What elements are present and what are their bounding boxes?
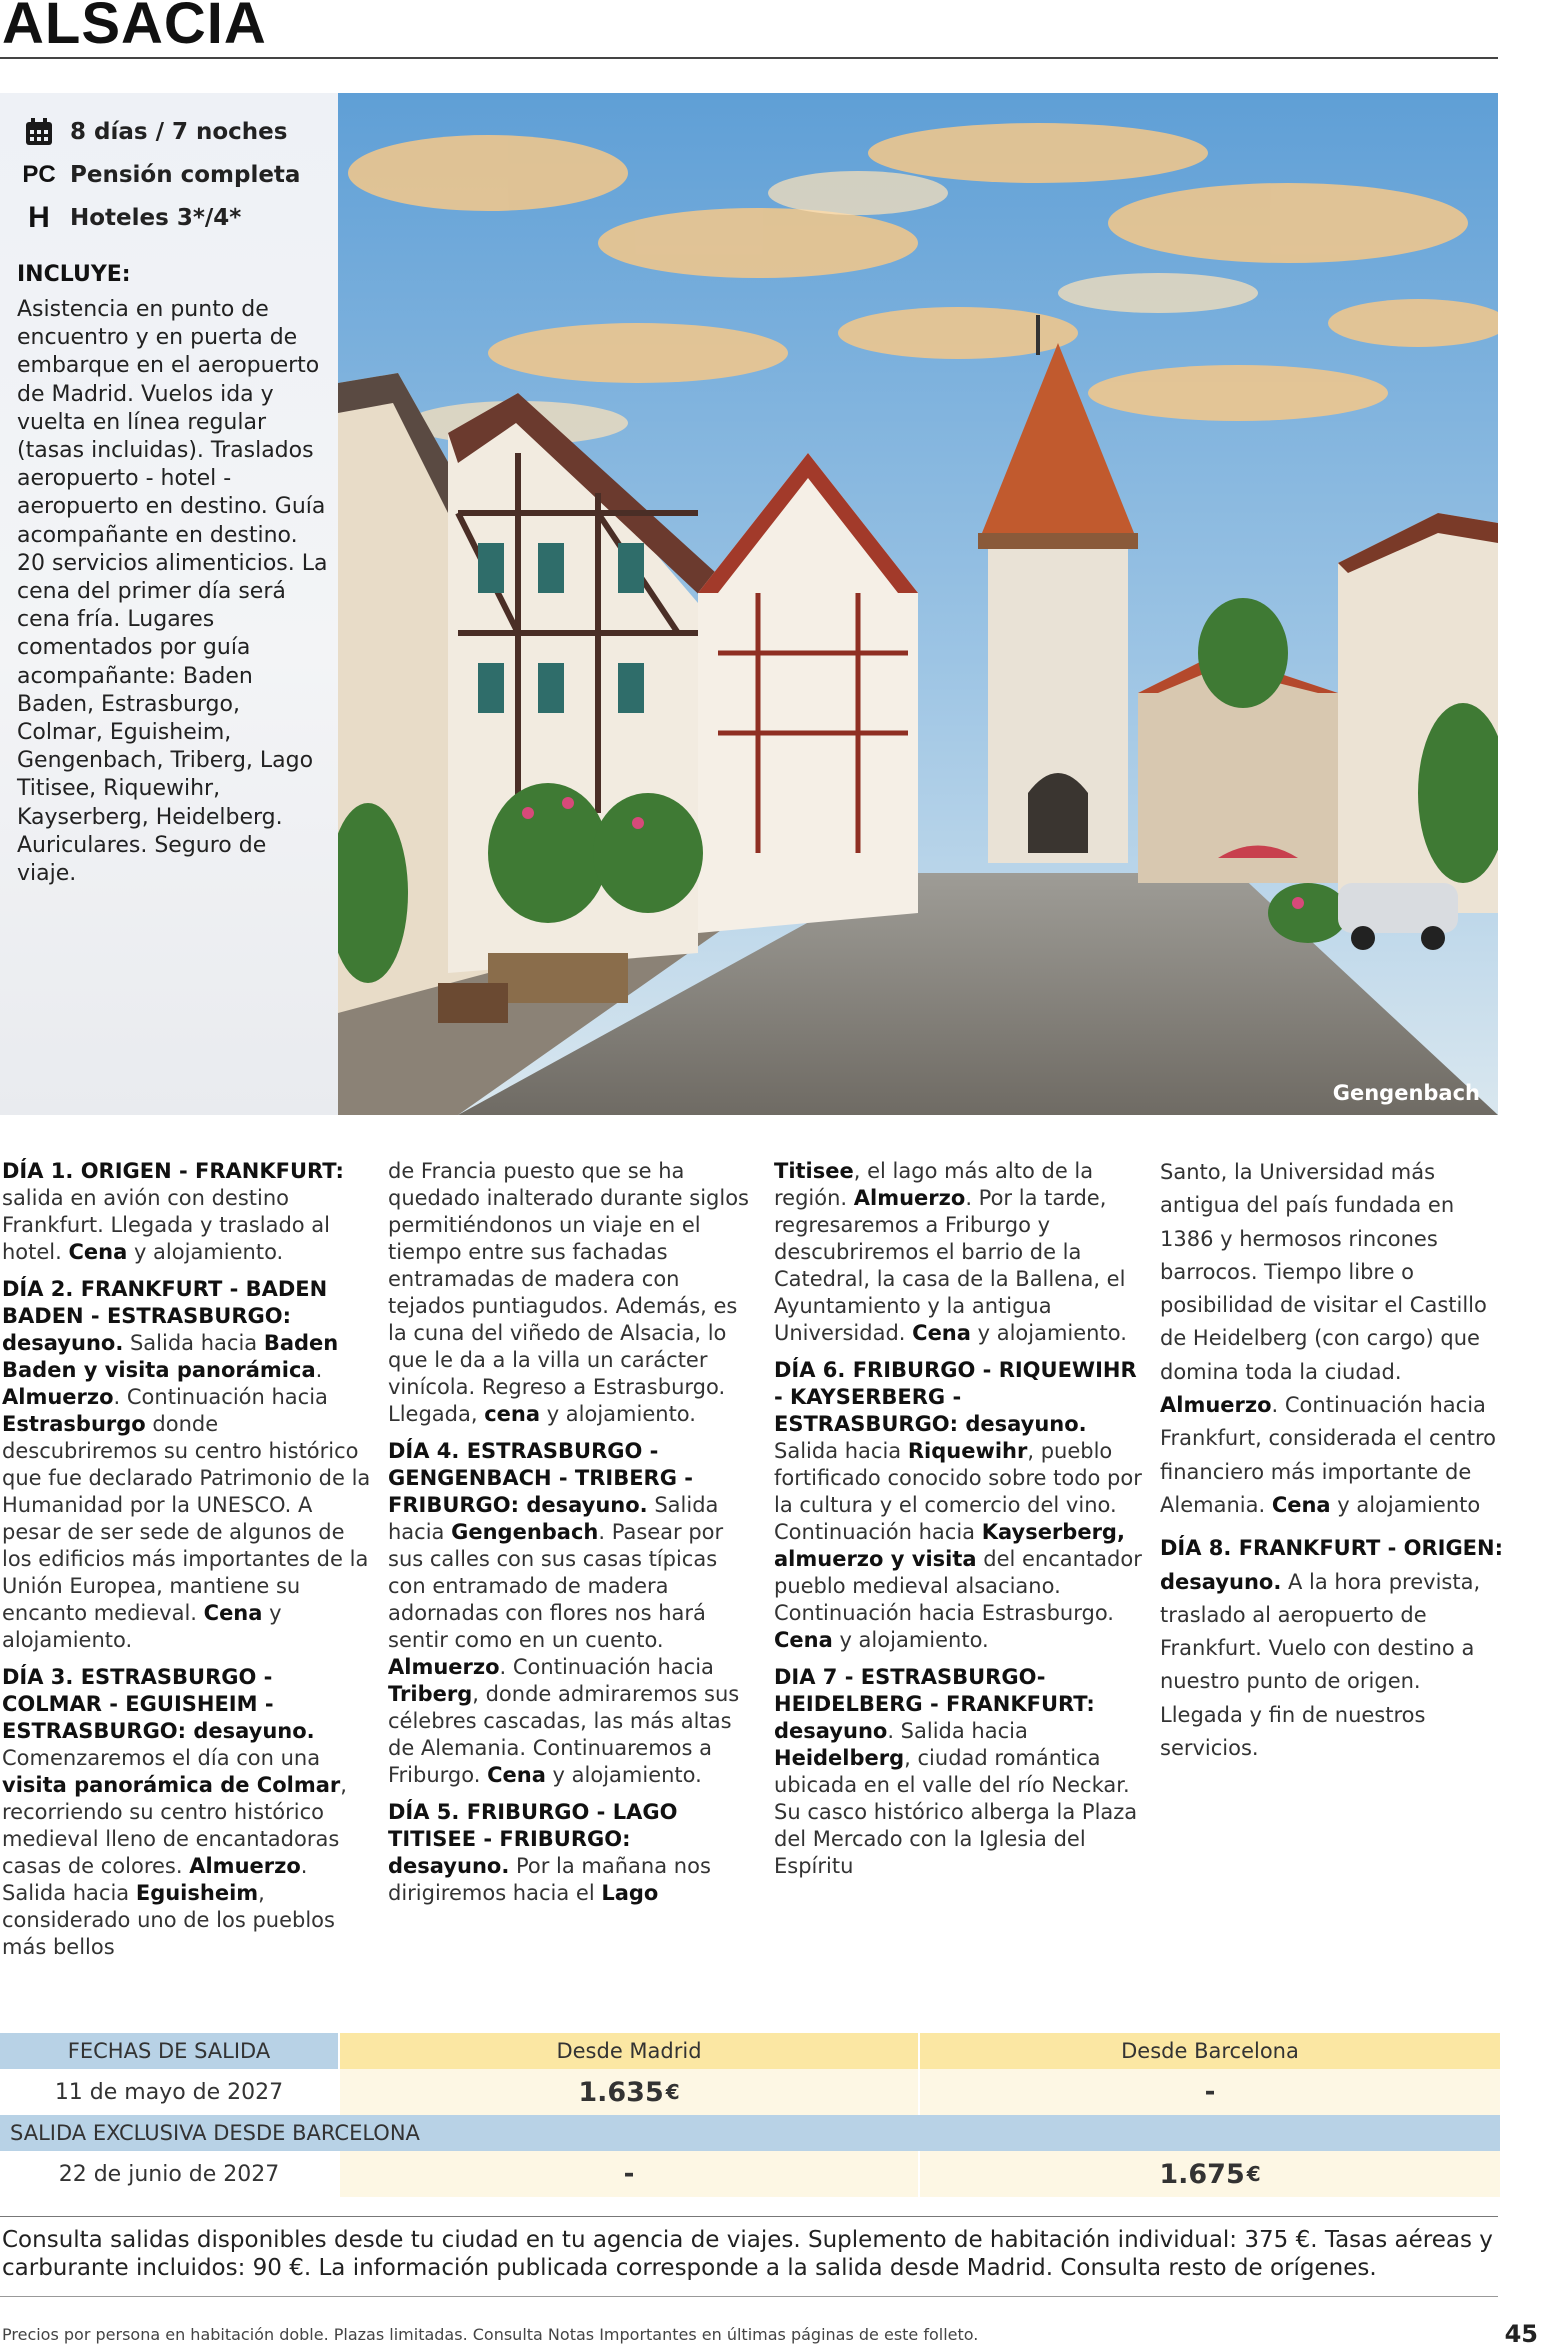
itinerary-column-1	[2, 1158, 372, 1971]
itinerary-paragraph	[388, 1799, 758, 1907]
gengenbach-photo	[338, 93, 1498, 1115]
itinerary-text: y alojamiento.	[545, 1763, 702, 1787]
itinerary-bold-text: Estrasburgo	[2, 1412, 146, 1436]
itinerary-column-3	[774, 1158, 1144, 1890]
includes-text: Asistencia en punto de encuentro y en puerta de embarque en el aeropuerto de Madrid. Vuelos ida y vuelta en línea regular (tasas incluidas). Traslados aeropuerto - hotel - aeropuerto en destino. Guía acompañante en destino. 20 servicios alimenticios. La cena del primer día será cena fría. Lugares comentados por guía acompañante: Baden Baden, Estrasburgo, Colmar, Eguisheim, Gengenbach, Triberg, Lago Titisee, Riquewihr, Kayserberg, Heidelberg. Auriculares. Seguro de viaje.	[17, 297, 328, 887]
itinerary-text: Santo, la Universidad más antigua del país fundada en 1386 y hermosos rincones barrocos. Tiempo libre o posibilidad de visitar el Castillo de Heidelberg (con cargo) que domina toda la ciudad.	[1160, 1160, 1487, 1384]
itinerary-text: . Continuación hacia	[113, 1385, 328, 1409]
conditions-note: Consulta salidas disponibles desde tu ciudad en tu agencia de viajes. Suplemento de habitación individual: 375 €. Tasas aéreas y carburante incluidos: 90 €. La información publicada corresponde a la salida desde Madrid. Consulta resto de orígenes.	[2, 2227, 1493, 2281]
itinerary-column-4	[1160, 1156, 1505, 1775]
price-header-row	[0, 2033, 1500, 2069]
itinerary-text: Salida hacia	[388, 1493, 719, 1544]
itinerary-paragraph	[774, 1664, 1144, 1880]
feature-board-text: Pensión completa	[70, 162, 301, 188]
exclusive-row	[0, 2115, 1500, 2151]
itinerary-text: y alojamiento	[1330, 1492, 1481, 1517]
itinerary-bold-text: DÍA 1. ORIGEN - FRANKFURT:	[2, 1159, 344, 1183]
itinerary-paragraph	[2, 1158, 372, 1266]
itinerary-bold-text: Titisee	[774, 1159, 854, 1183]
itinerary-bold-text: Heidelberg	[774, 1746, 905, 1770]
row1-madrid-price	[338, 2069, 918, 2115]
itinerary-bold-text: Cena	[203, 1601, 263, 1625]
itinerary-text: , el lago más alto de la región.	[774, 1159, 1094, 1210]
itinerary-text: . Pasear por sus calles con sus casas típicas con entramado de madera adornadas con flores nos hará sentir como en un cuento.	[388, 1520, 724, 1652]
title-divider	[0, 57, 1498, 59]
row2-barcelona-amount: 1.675	[1159, 2158, 1245, 2190]
itinerary-paragraph	[2, 1276, 372, 1654]
calendar-icon	[22, 115, 56, 149]
notes-divider	[0, 2216, 1498, 2217]
itinerary-column-2	[388, 1158, 758, 1917]
itinerary-bold-text: Riquewihr	[907, 1439, 1028, 1463]
itinerary-text: del encantador pueblo medieval alsaciano. Continuación hacia Estrasburgo.	[774, 1547, 1142, 1625]
itinerary-text: . Continuación hacia	[499, 1655, 714, 1679]
itinerary-bold-text: Lago	[601, 1881, 659, 1905]
itinerary-text: .	[315, 1358, 323, 1382]
itinerary-text: . Salida hacia	[887, 1719, 1028, 1743]
includes-heading: INCLUYE:	[17, 262, 131, 287]
itinerary-text: salida en avión con destino Frankfurt. Llegada y traslado al hotel.	[2, 1186, 331, 1264]
itinerary-bold-text: Almuerzo	[388, 1655, 500, 1679]
row1-madrid-currency: €	[665, 2080, 680, 2104]
itinerary-paragraph	[774, 1158, 1144, 1347]
itinerary-text: y alojamiento.	[127, 1240, 284, 1264]
itinerary-bold-text: cena	[484, 1402, 541, 1426]
itinerary-text: , recorriendo su centro histórico medieval lleno de encantadoras casas de colores.	[2, 1773, 347, 1878]
itinerary-bold-text: Cena	[1271, 1492, 1331, 1517]
itinerary-text: Salida hacia	[774, 1439, 908, 1463]
photo-caption: Gengenbach	[1332, 1081, 1480, 1105]
itinerary-text: . Por la tarde, regresaremos a Friburgo y descubriremos el barrio de la Catedral, la casa de la Ballena, el Ayuntamiento y la antigua Universidad.	[774, 1186, 1126, 1345]
itinerary-bold-text: Cena	[912, 1321, 971, 1345]
itinerary-bold-text: Baden Baden y visita panorámica	[2, 1331, 339, 1382]
itinerary-text: . Salida hacia	[2, 1854, 308, 1905]
itinerary-text: donde descubriremos su centro histórico que fue declarado Patrimonio de la Humanidad por la UNESCO. A pesar de ser sede de algunos de los edificios más importantes de la Unión Europea, mantiene su encanto medieval.	[2, 1412, 371, 1625]
itinerary-text: y alojamiento.	[970, 1321, 1127, 1345]
footer-divider	[0, 2296, 1498, 2297]
row1-madrid-amount: 1.635	[578, 2076, 664, 2108]
gengenbach-illustration	[338, 93, 1498, 1115]
itinerary-text: y alojamiento.	[540, 1402, 696, 1426]
itinerary-bold-text: visita panorámica de Colmar	[2, 1773, 341, 1797]
itinerary-bold-text: Almuerzo	[853, 1186, 966, 1210]
itinerary-text: . Continuación hacia Frankfurt, considerada el centro financiero más importante de Alemania.	[1160, 1393, 1497, 1517]
row2-madrid-price: -	[338, 2151, 918, 2197]
fine-print: Precios por persona en habitación doble. Plazas limitadas. Consulta Notas Importantes en últimas páginas de este folleto.	[2, 2325, 979, 2344]
itinerary-paragraph	[1160, 1156, 1505, 1522]
itinerary-bold-text: Cena	[68, 1240, 128, 1264]
header-barcelona: Desde Barcelona	[918, 2033, 1500, 2069]
row2-barcelona-currency: €	[1246, 2162, 1261, 2186]
itinerary-bold-text: Triberg	[388, 1682, 473, 1706]
itinerary-text: , considerado uno de los pueblos más bellos	[2, 1881, 335, 1959]
row2-date: 22 de junio de 2027	[58, 2161, 280, 2187]
itinerary-bold-text: DIA 7 - ESTRASBURGO-HEIDELBERG - FRANKFURT: desayuno	[774, 1665, 1095, 1743]
itinerary-text: , pueblo fortificado conocido sobre todo por la cultura y el comercio del vino. Continuación hacia	[774, 1439, 1142, 1544]
itinerary-bold-text: Cena	[774, 1628, 833, 1652]
itinerary-bold-text: DÍA 4. ESTRASBURGO - GENGENBACH - TRIBERG - FRIBURGO: desayuno.	[388, 1439, 693, 1517]
itinerary-text: Salida hacia	[123, 1331, 264, 1355]
itinerary-text: Por la mañana nos dirigiremos hacia el	[388, 1854, 711, 1905]
price-row-1	[0, 2069, 1500, 2115]
itinerary-text: A la hora prevista, traslado al aeropuerto de Frankfurt. Vuelo con destino a nuestro punto de origen. Llegada y fin de nuestros servicios.	[1160, 1569, 1481, 1761]
itinerary-paragraph	[1160, 1532, 1505, 1765]
row1-barcelona-price: -	[918, 2069, 1500, 2115]
page-number: 45	[1504, 2320, 1538, 2348]
exclusive-label: SALIDA EXCLUSIVA DESDE BARCELONA	[10, 2121, 420, 2145]
itinerary-bold-text: DÍA 5. FRIBURGO - LAGO TITISEE - FRIBURGO: desayuno.	[388, 1800, 678, 1878]
itinerary-paragraph	[388, 1438, 758, 1789]
itinerary-text: de Francia puesto que se ha quedado inalterado durante siglos permitiéndonos un viaje en el tiempo entre sus fachadas entramadas de madera con tejados puntiagudos. Además, es la cuna del viñedo de Alsacia, lo que le da a la villa un carácter vinícola. Regreso a Estrasburgo. Llegada,	[388, 1159, 749, 1426]
itinerary-text: y alojamiento.	[2, 1601, 282, 1652]
itinerary-bold-text: Kayserberg, almuerzo y visita	[774, 1520, 1125, 1571]
itinerary-text: , ciudad romántica ubicada en el valle del río Neckar. Su casco histórico alberga la Plaza del Mercado con la Iglesia del Espíritu	[774, 1746, 1138, 1878]
row1-date: 11 de mayo de 2027	[54, 2079, 284, 2105]
itinerary-bold-text: DÍA 6. FRIBURGO - RIQUEWIHR - KAYSERBERG - ESTRASBURGO: desayuno.	[774, 1358, 1137, 1436]
itinerary-paragraph	[774, 1357, 1144, 1654]
header-madrid: Desde Madrid	[338, 2033, 918, 2069]
hotel-icon: H	[28, 201, 50, 234]
row2-barcelona-price	[918, 2151, 1500, 2197]
header-dates: FECHAS DE SALIDA	[0, 2033, 338, 2069]
itinerary-bold-text: Gengenbach	[451, 1520, 599, 1544]
itinerary-text: , donde admiraremos sus célebres cascadas, las más altas de Alemania. Continuaremos a Friburgo.	[388, 1682, 740, 1787]
itinerary-bold-text: Almuerzo	[2, 1385, 114, 1409]
itinerary-bold-text: Almuerzo	[1160, 1393, 1272, 1418]
itinerary-bold-text: Cena	[487, 1763, 546, 1787]
itinerary-bold-text: DÍA 8. FRANKFURT - ORIGEN: desayuno.	[1160, 1536, 1504, 1594]
itinerary-bold-text: DÍA 3. ESTRASBURGO - COLMAR - EGUISHEIM - ESTRASBURGO: desayuno.	[2, 1665, 315, 1743]
itinerary-text: y alojamiento.	[832, 1628, 989, 1652]
feature-hotel-text: Hoteles 3*/4*	[70, 205, 242, 231]
itinerary-bold-text: Eguisheim	[135, 1881, 259, 1905]
price-row-2	[0, 2151, 1500, 2197]
feature-hotel	[22, 198, 241, 238]
itinerary-text: Comenzaremos el día con una	[2, 1746, 321, 1770]
pension-completa-icon: PC	[22, 161, 56, 188]
feature-duration-text: 8 días / 7 noches	[70, 119, 288, 145]
itinerary-paragraph	[2, 1664, 372, 1961]
feature-board	[22, 155, 300, 195]
itinerary-bold-text: Almuerzo	[189, 1854, 301, 1878]
feature-duration	[22, 112, 287, 152]
itinerary-paragraph	[388, 1158, 758, 1428]
itinerary-bold-text: DÍA 2. FRANKFURT - BADEN BADEN - ESTRASBURGO: desayuno.	[2, 1277, 328, 1355]
page-title: ALSACIA	[2, 0, 267, 56]
